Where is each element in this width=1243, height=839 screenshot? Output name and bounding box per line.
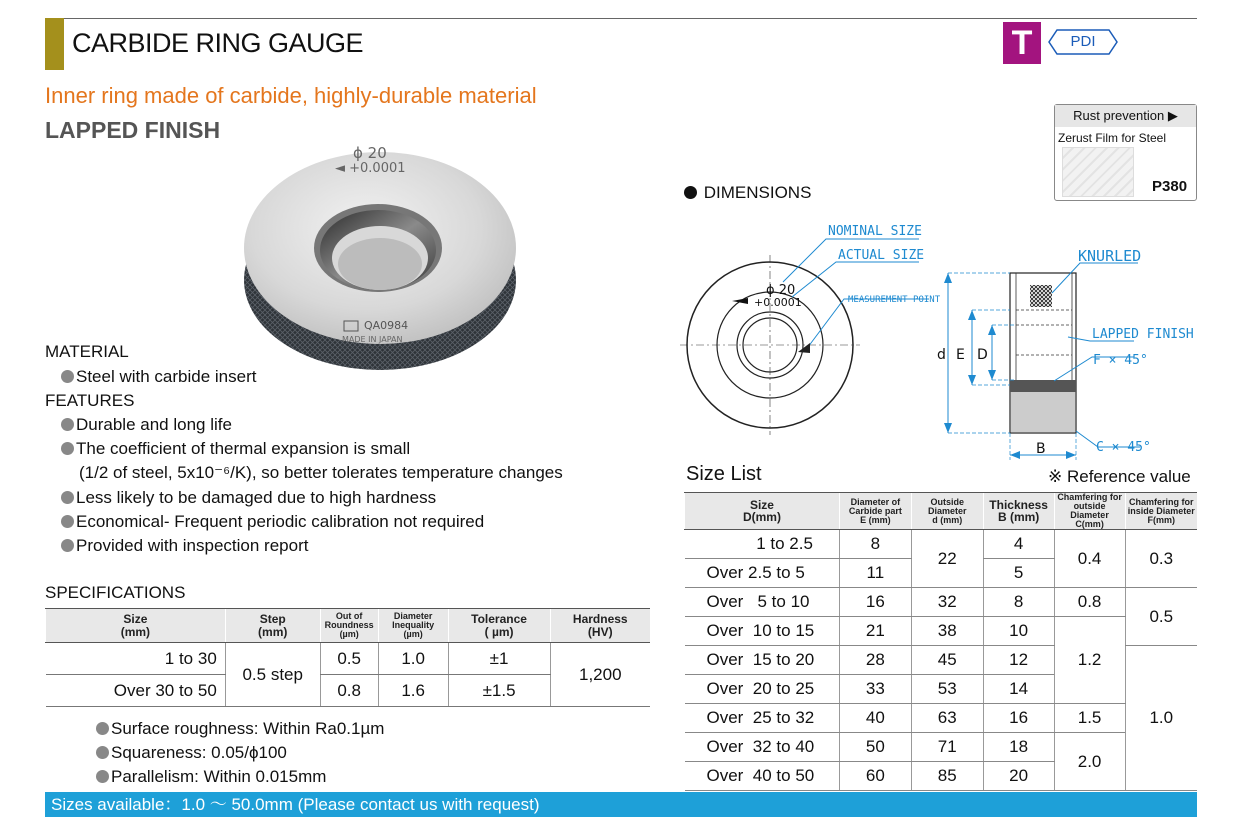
label-b: B [1036, 441, 1046, 457]
sizes-available-banner: Sizes available：1.0 ～ 50.0mm (Please contact us with request) [45, 792, 1197, 817]
specifications-heading: SPECIFICATIONS [45, 583, 186, 602]
size-cell: Over 40 to 50 [685, 762, 840, 791]
label-f45: F × 45° [1093, 353, 1148, 368]
size-cell: Over 2.5 to 5 [685, 559, 840, 588]
diagram-phi: ϕ 20 [766, 283, 796, 298]
spec-hardness-cell: 1,200 [550, 643, 650, 707]
diagram-tol: +0.0001 [754, 296, 802, 309]
spec-roundness-cell: 0.8 [320, 675, 378, 707]
chamfer-out-cell: 2.0 [1054, 733, 1125, 791]
spec-note: Squareness: 0.05/ϕ100 [96, 743, 287, 763]
label-e: E [956, 347, 965, 363]
outside-cell: 63 [911, 704, 983, 733]
spec-header-row [46, 609, 651, 643]
size-list-table [684, 492, 1197, 791]
dimensions-heading: DIMENSIONS [684, 183, 811, 203]
size-col-chamfer-out: Chamfering for outside Diameter C(mm) [1054, 493, 1125, 530]
bullet-icon [96, 770, 109, 783]
outside-cell: 22 [911, 530, 983, 588]
size-cell: Over 10 to 15 [685, 617, 840, 646]
size-cell: Over 25 to 32 [685, 704, 840, 733]
page-title: CARBIDE RING GAUGE [72, 28, 364, 58]
play-arrow-icon: ▶ [1164, 108, 1178, 123]
size-cell: Over 15 to 20 [685, 646, 840, 675]
thickness-cell: 10 [983, 617, 1054, 646]
table-row [685, 530, 1198, 559]
size-header-row [685, 493, 1198, 530]
outside-cell: 53 [911, 675, 983, 704]
outside-cell: 45 [911, 646, 983, 675]
table-row [685, 617, 1198, 646]
spec-col-hardness: Hardness (HV) [550, 609, 650, 643]
bullet-icon [61, 418, 74, 431]
size-col-outside: Outside Diameter d (mm) [911, 493, 983, 530]
feature-item: Durable and long life [61, 415, 232, 435]
chamfer-out-cell: 0.4 [1054, 530, 1125, 588]
feature-item-cont: (1/2 of steel, 5x10⁻⁶/K), so better tolerates temperature changes [79, 463, 563, 482]
size-cell: 1 to 2.5 [685, 530, 840, 559]
spec-tolerance-cell: ±1 [448, 643, 550, 675]
label-lapped: LAPPED FINISH [1092, 327, 1194, 342]
spec-col-size: Size (mm) [46, 609, 226, 643]
table-row [685, 588, 1198, 617]
finish-heading: LAPPED FINISH [45, 117, 221, 143]
feature-item: Economical- Frequent periodic calibration not required [61, 512, 484, 532]
spec-col-tolerance: Tolerance ( µm) [448, 609, 550, 643]
carbide-cell: 16 [839, 588, 911, 617]
thickness-cell: 16 [983, 704, 1054, 733]
rust-prevention-heading[interactable]: Rust prevention ▶ [1055, 105, 1196, 127]
table-row [685, 704, 1198, 733]
label-actual: ACTUAL SIZE [838, 248, 925, 263]
photo-serial: QA0984 [364, 319, 409, 332]
bullet-icon [684, 186, 697, 199]
outside-cell: 85 [911, 762, 983, 791]
chamfer-in-cell: 0.3 [1125, 530, 1197, 588]
diagram-arrow-icon [732, 298, 748, 304]
thickness-cell: 18 [983, 733, 1054, 762]
table-row [46, 643, 651, 675]
bullet-icon [61, 370, 74, 383]
rust-product-name: Zerust Film for Steel [1058, 131, 1167, 145]
carbide-cell: 11 [839, 559, 911, 588]
bullet-icon [96, 746, 109, 759]
label-measurement: MEASUREMENT POINT [848, 295, 941, 305]
label-knurled: KNURLED [1078, 247, 1142, 265]
size-cell: Over 5 to 10 [685, 588, 840, 617]
size-col-size: Size D(mm) [685, 493, 840, 530]
reference-note: ※ Reference value [1048, 467, 1191, 486]
chamfer-out-cell: 0.8 [1054, 588, 1125, 617]
chamfer-out-cell: 1.5 [1054, 704, 1125, 733]
outside-cell: 32 [911, 588, 983, 617]
bullet-icon [61, 539, 74, 552]
title-accent-bar [45, 18, 64, 70]
spec-size-cell: Over 30 to 50 [46, 675, 226, 707]
size-cell: Over 32 to 40 [685, 733, 840, 762]
rust-page-ref[interactable]: P380 [1152, 178, 1188, 195]
bullet-icon [96, 722, 109, 735]
thickness-cell: 12 [983, 646, 1054, 675]
spec-col-inequality: Diameter Inequality (µm) [378, 609, 448, 643]
chamfer-in-cell: 1.0 [1125, 646, 1197, 791]
thickness-cell: 5 [983, 559, 1054, 588]
label-nominal: NOMINAL SIZE [828, 224, 922, 239]
feature-item: Provided with inspection report [61, 536, 308, 556]
thickness-cell: 20 [983, 762, 1054, 791]
material-heading: MATERIAL [45, 342, 129, 361]
carbide-cell: 8 [839, 530, 911, 559]
carbide-cell: 60 [839, 762, 911, 791]
ring-side-lower [1010, 385, 1076, 433]
carbide-cell: 21 [839, 617, 911, 646]
subtitle: Inner ring made of carbide, highly-durable material [45, 83, 537, 108]
outside-cell: 38 [911, 617, 983, 646]
bullet-icon [61, 491, 74, 504]
bullet-icon [61, 515, 74, 528]
carbide-cell: 50 [839, 733, 911, 762]
chamfer-out-cell: 1.2 [1054, 617, 1125, 704]
material-item: Steel with carbide insert [61, 367, 256, 387]
carbide-cell: 33 [839, 675, 911, 704]
label-d-inner: D [977, 347, 988, 363]
specifications-table [45, 608, 650, 707]
t-badge: T [1003, 22, 1041, 64]
thickness-cell: 14 [983, 675, 1054, 704]
size-list-heading: Size List [686, 463, 762, 485]
size-col-carbide: Diameter of Carbide part E (mm) [839, 493, 911, 530]
feature-item: Less likely to be damaged due to high hardness [61, 488, 436, 508]
photo-origin: MADE IN JAPAN [342, 335, 403, 344]
size-col-thickness: Thickness B (mm) [983, 493, 1054, 530]
bullet-icon [61, 442, 74, 455]
spec-col-step: Step (mm) [225, 609, 320, 643]
thickness-cell: 4 [983, 530, 1054, 559]
carbide-cell: 40 [839, 704, 911, 733]
outside-cell: 71 [911, 733, 983, 762]
zerust-film-image [1062, 147, 1134, 197]
ring-side-band [1010, 380, 1076, 392]
photo-tol-mark: ◄ +0.0001 [335, 161, 406, 176]
dimensions-diagram [680, 215, 1200, 465]
spec-step-cell: 0.5 step [225, 643, 320, 707]
header-rule [45, 18, 1197, 19]
spec-note: Parallelism: Within 0.015mm [96, 767, 326, 787]
label-c45: C × 45° [1096, 440, 1151, 455]
spec-note: Surface roughness: Within Ra0.1µm [96, 719, 384, 739]
spec-inequality-cell: 1.0 [378, 643, 448, 675]
spec-col-roundness: Out of Roundness (µm) [320, 609, 378, 643]
photo-size-mark: ϕ 20 [353, 144, 387, 162]
spec-size-cell: 1 to 30 [46, 643, 226, 675]
feature-item: The coefficient of thermal expansion is small [61, 439, 410, 459]
chamfer-in-cell: 0.5 [1125, 588, 1197, 646]
spec-roundness-cell: 0.5 [320, 643, 378, 675]
table-row [685, 733, 1198, 762]
carbide-cell: 28 [839, 646, 911, 675]
measurement-arrow-icon [798, 343, 810, 353]
features-heading: FEATURES [45, 391, 135, 410]
knurl-pattern-icon [1030, 285, 1052, 307]
label-d-outer: d [937, 347, 946, 363]
size-cell: Over 20 to 25 [685, 675, 840, 704]
size-col-chamfer-in: Chamfering for inside Diameter F(mm) [1125, 493, 1197, 530]
ring-gauge-photo [240, 130, 530, 380]
spec-tolerance-cell: ±1.5 [448, 675, 550, 707]
pdi-badge: PDI [1070, 33, 1096, 50]
spec-inequality-cell: 1.6 [378, 675, 448, 707]
thickness-cell: 8 [983, 588, 1054, 617]
